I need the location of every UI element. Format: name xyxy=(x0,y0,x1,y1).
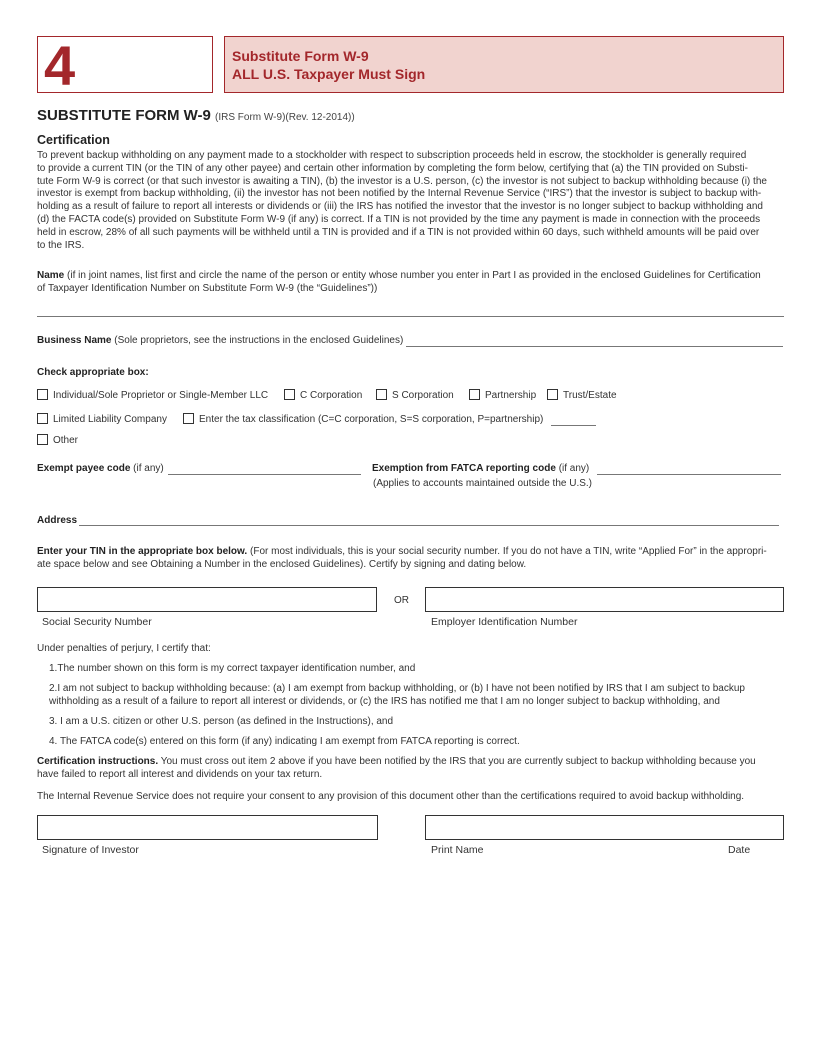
checkbox-other[interactable] xyxy=(37,434,78,446)
signature-label: Signature of Investor xyxy=(42,844,139,856)
checkbox-label: Partnership xyxy=(485,390,537,401)
business-name-instructions: (Sole proprietors, see the instructions in the enclosed Guidelines) xyxy=(114,335,404,346)
checkbox-label: Individual/Sole Proprietor or Single-Member LLC xyxy=(53,390,269,401)
checkbox-square[interactable] xyxy=(37,389,48,400)
checkbox-llc[interactable] xyxy=(37,413,167,425)
name-instructions-line2: of Taxpayer Identification Number on Substitute Form W-9 (the “Guidelines”)) xyxy=(37,282,378,294)
checkbox-label: Trust/Estate xyxy=(563,390,617,401)
checkbox-tax-classification[interactable] xyxy=(183,413,543,425)
perjury-item-1: 1.The number shown on this form is my correct taxpayer identification number, and xyxy=(49,663,416,674)
cert-instructions-line1: You must cross out item 2 above if you have been notified by the IRS that you are currently subject to backup withholding because you xyxy=(160,756,756,767)
banner-title-line1: Substitute Form W-9 xyxy=(232,48,369,64)
step-number: 4 xyxy=(44,34,76,97)
fatca-input-line[interactable] xyxy=(597,474,781,475)
certification-line: holding as a result of failure to report all interests or dividends or (iii) the IRS has notified the investor that the investor is no longer subject to backup withholding and xyxy=(37,201,763,213)
ssn-input-box[interactable] xyxy=(37,587,377,612)
checkbox-label: Enter the tax classification (C=C corporation, S=S corporation, P=partnership) xyxy=(199,414,544,425)
print-name-label: Print Name xyxy=(431,844,484,856)
certification-line: investor is exempt from backup withholding, (ii) the investor has not been notified by the Internal Revenue Service (“IRS”) that the investor is subject to backup with- xyxy=(37,188,762,200)
certification-heading: Certification xyxy=(37,133,110,147)
form-title-main: SUBSTITUTE FORM W-9 xyxy=(37,107,211,124)
or-label: OR xyxy=(394,595,409,606)
name-field-label xyxy=(37,270,783,296)
certification-body xyxy=(37,150,783,252)
checkbox-square[interactable] xyxy=(284,389,295,400)
tin-instructions xyxy=(37,546,783,572)
checkbox-square[interactable] xyxy=(37,434,48,445)
date-label: Date xyxy=(728,844,751,856)
fatca-suffix: (if any) xyxy=(558,463,590,474)
checkbox-square[interactable] xyxy=(183,413,194,424)
form-title xyxy=(37,107,355,124)
checkbox-label: Limited Liability Company xyxy=(53,414,167,425)
irs-notice: The Internal Revenue Service does not require your consent to any provision of this document other than the certifications required to avoid backup withholding. xyxy=(37,791,745,802)
checkbox-individual[interactable] xyxy=(37,389,268,401)
checkbox-c-corporation[interactable] xyxy=(284,389,362,401)
exempt-payee-label: Exempt payee code xyxy=(37,463,131,474)
form-title-banner xyxy=(224,36,784,93)
tin-instructions-line2: ate space below and see Obtaining a Number in the enclosed Guidelines). Certify by signing and dating below. xyxy=(37,558,527,570)
checkbox-square[interactable] xyxy=(376,389,387,400)
cert-instructions-label: Certification instructions. xyxy=(37,756,159,767)
address-label: Address xyxy=(37,515,78,526)
checkbox-trust-estate[interactable] xyxy=(547,389,617,401)
certification-instructions xyxy=(37,756,783,782)
perjury-item-4: 4. The FATCA code(s) entered on this form (if any) indicating I am exempt from FATCA reporting is correct. xyxy=(49,736,520,747)
certification-line: tute Form W-9 is correct (or that such investor is awaiting a TIN), (b) the investor is a U.S. person, (c) the investor is not subject to backup withholding because (i) the xyxy=(37,175,767,187)
tin-instructions-line1: (For most individuals, this is your social security number. If you do not have a TIN, write “Applied For” in the appropri- xyxy=(250,546,767,557)
checkbox-square[interactable] xyxy=(469,389,480,400)
tin-heading: Enter your TIN in the appropriate box below. xyxy=(37,546,248,557)
perjury-intro: Under penalties of perjury, I certify that: xyxy=(37,643,211,654)
address-input-line[interactable] xyxy=(79,525,779,526)
certification-line: to the IRS. xyxy=(37,239,85,251)
checkbox-square[interactable] xyxy=(547,389,558,400)
perjury-item-3: 3. I am a U.S. citizen or other U.S. person (as defined in the Instructions), and xyxy=(49,716,394,727)
ein-label: Employer Identification Number xyxy=(431,616,578,628)
business-name-label: Business Name xyxy=(37,335,112,346)
form-title-revision: (IRS Form W-9)(Rev. 12-2014)) xyxy=(215,112,355,123)
banner-title-line2: ALL U.S. Taxpayer Must Sign xyxy=(232,66,426,82)
business-name-input-line[interactable] xyxy=(406,346,783,347)
perjury-item-2 xyxy=(49,683,783,709)
certification-line: to provide a current TIN (or the TIN of any other payee) and certain other information by completing the form below, certifying that (a) the TIN provided on Substi- xyxy=(37,162,748,174)
ssn-label: Social Security Number xyxy=(42,616,152,628)
perjury-item-2-line2: withholding as a result of a failure to report all interest or dividends, or (c) the IRS has notified me that I am no longer subject to backup withholding, and xyxy=(49,695,720,707)
certification-line: To prevent backup withholding on any payment made to a stockholder with respect to subscription proceeds held in escrow, the stockholder is generally required xyxy=(37,150,747,161)
tax-classification-input-line[interactable] xyxy=(551,425,596,426)
step-number-box xyxy=(37,34,213,97)
checkbox-partnership[interactable] xyxy=(469,389,536,401)
exempt-payee-suffix: (if any) xyxy=(133,463,164,474)
fatca-field xyxy=(372,463,589,474)
name-input-line[interactable] xyxy=(37,316,784,317)
business-name-field xyxy=(37,335,403,346)
certification-line: held in escrow, 28% of all such payments will be withheld until a TIN is provided and if a TIN is not provided within 60 days, such withheld amounts will be paid over xyxy=(37,226,760,238)
fatca-note: (Applies to accounts maintained outside the U.S.) xyxy=(373,478,593,489)
exempt-payee-input-line[interactable] xyxy=(168,474,361,475)
checkbox-label: Other xyxy=(53,435,79,446)
certification-line: (d) the FACTA code(s) provided on Substitute Form W-9 (if any) is correct. If a TIN is not provided by the time any payment is made in connection with the proceeds xyxy=(37,213,761,225)
checkbox-square[interactable] xyxy=(37,413,48,424)
checkbox-label: C Corporation xyxy=(300,390,363,401)
cert-instructions-line2: have failed to report all interest and dividends on your tax return. xyxy=(37,768,323,780)
checkbox-s-corporation[interactable] xyxy=(376,389,454,401)
checkbox-label: S Corporation xyxy=(392,390,454,401)
name-label: Name xyxy=(37,270,65,281)
print-name-date-input-box[interactable] xyxy=(425,815,784,840)
fatca-label: Exemption from FATCA reporting code xyxy=(372,463,556,474)
name-instructions-line1: (if in joint names, list first and circle the name of the person or entity whose number you enter in Part I as provided in the enclosed Guidelines for Certification xyxy=(67,270,761,281)
perjury-item-2-line1: 2.I am not subject to backup withholding because: (a) I am exempt from backup withholding, or (b) I have not been notified by IRS that I am subject to backup xyxy=(49,683,745,694)
signature-input-box[interactable] xyxy=(37,815,378,840)
classification-heading: Check appropriate box: xyxy=(37,367,149,378)
ein-input-box[interactable] xyxy=(425,587,784,612)
exempt-payee-field xyxy=(37,463,164,474)
